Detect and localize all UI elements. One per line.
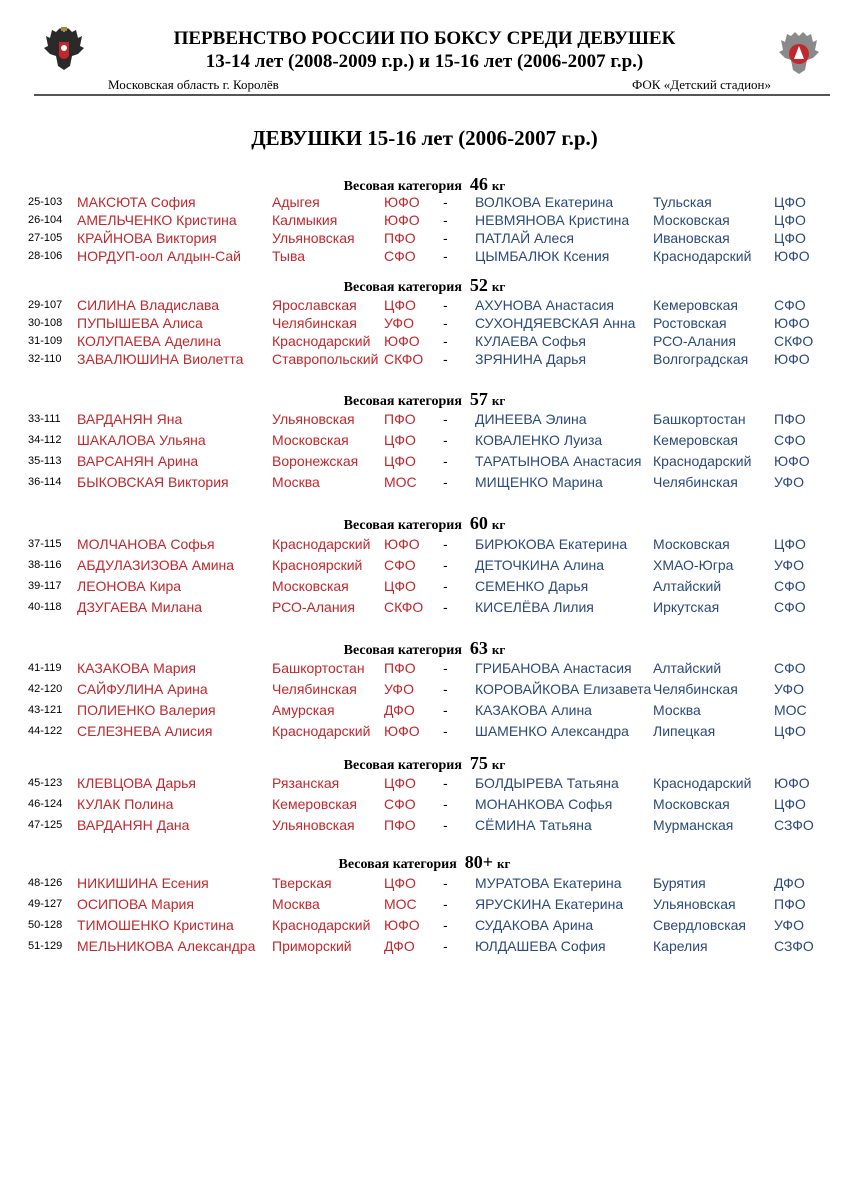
weight-category-value: 52 <box>469 275 488 295</box>
blue-corner-district: УФО <box>774 681 804 697</box>
red-corner-region: Краснодарский <box>272 333 371 349</box>
red-corner-district: ЮФО <box>384 723 420 739</box>
blue-corner-region: Москва <box>653 702 701 718</box>
versus-dash: - <box>443 351 448 367</box>
versus-dash: - <box>443 333 448 349</box>
bout-row <box>0 659 849 677</box>
blue-corner-name: КАЗАКОВА Алина <box>475 702 592 718</box>
red-corner-district: СФО <box>384 557 416 573</box>
bout-number: 27-105 <box>28 232 63 244</box>
blue-corner-name: КИСЕЛЁВА Лилия <box>475 599 594 615</box>
red-corner-region: РСО-Алания <box>272 599 355 615</box>
versus-dash: - <box>443 453 448 469</box>
bout-number: 26-104 <box>28 214 63 226</box>
versus-dash: - <box>443 230 448 246</box>
blue-corner-district: ЮФО <box>774 315 810 331</box>
bout-number: 25-103 <box>28 196 63 208</box>
red-corner-district: ЮФО <box>384 212 420 228</box>
versus-dash: - <box>443 723 448 739</box>
bout-row <box>0 247 849 265</box>
versus-dash: - <box>443 212 448 228</box>
blue-corner-region: Московская <box>653 796 730 812</box>
blue-corner-name: ЯРУСКИНА Екатерина <box>475 896 624 912</box>
blue-corner-district: ЦФО <box>774 536 806 552</box>
blue-corner-name: ШАМЕНКО Александра <box>475 723 629 739</box>
versus-dash: - <box>443 248 448 264</box>
blue-corner-district: УФО <box>774 917 804 933</box>
red-corner-district: ПФО <box>384 411 416 427</box>
blue-corner-region: ХМАО-Югра <box>653 557 734 573</box>
red-corner-district: ДФО <box>384 702 415 718</box>
weight-unit: кг <box>491 642 506 657</box>
red-corner-name: МОЛЧАНОВА Софья <box>77 536 215 552</box>
red-corner-region: Ульяновская <box>272 230 355 246</box>
bout-row <box>0 452 849 470</box>
weight-category-value: 63 <box>469 638 488 658</box>
bout-number: 29-107 <box>28 299 63 311</box>
blue-corner-region: Волгоградская <box>653 351 749 367</box>
bout-row <box>0 410 849 428</box>
blue-corner-region: Тульская <box>653 194 712 210</box>
red-corner-district: ДФО <box>384 938 415 954</box>
red-corner-region: Ставропольский <box>272 351 379 367</box>
bout-number: 33-111 <box>28 413 61 425</box>
versus-dash: - <box>443 194 448 210</box>
blue-corner-name: БОЛДЫРЕВА Татьяна <box>475 775 619 791</box>
red-corner-region: Калмыкия <box>272 212 338 228</box>
versus-dash: - <box>443 432 448 448</box>
blue-corner-region: Мурманская <box>653 817 734 833</box>
versus-dash: - <box>443 474 448 490</box>
weight-category-header <box>0 753 849 774</box>
red-corner-name: КРАЙНОВА Виктория <box>77 230 217 246</box>
bout-number: 50-128 <box>28 919 63 931</box>
bout-number: 40-118 <box>28 601 62 613</box>
weight-unit: кг <box>491 178 506 193</box>
blue-corner-region: Карелия <box>653 938 708 954</box>
blue-corner-region: Ростовская <box>653 315 727 331</box>
bout-number: 46-124 <box>28 798 63 810</box>
bout-number: 37-115 <box>28 538 62 550</box>
blue-corner-name: МОНАНКОВА Софья <box>475 796 613 812</box>
red-corner-name: МАКСЮТА София <box>77 194 196 210</box>
blue-corner-district: ЮФО <box>774 248 810 264</box>
blue-corner-district: ЦФО <box>774 796 806 812</box>
bout-row <box>0 350 849 368</box>
blue-corner-district: СЗФО <box>774 817 814 833</box>
weight-category-header <box>0 852 849 873</box>
red-corner-region: Москва <box>272 896 320 912</box>
weight-category-value: 46 <box>469 174 488 194</box>
blue-corner-name: ДИНЕЕВА Элина <box>475 411 587 427</box>
red-corner-name: ЗАВАЛЮШИНА Виолетта <box>77 351 244 367</box>
versus-dash: - <box>443 599 448 615</box>
blue-corner-name: СУДАКОВА Арина <box>475 917 594 933</box>
red-corner-district: ПФО <box>384 230 416 246</box>
weight-category-label: Весовая категория <box>343 758 462 773</box>
bout-number: 43-121 <box>28 704 63 716</box>
bout-number: 41-119 <box>28 662 62 674</box>
blue-corner-name: СУХОНДЯЕВСКАЯ Анна <box>475 315 636 331</box>
bout-row <box>0 431 849 449</box>
red-corner-district: ПФО <box>384 660 416 676</box>
bout-number: 49-127 <box>28 898 63 910</box>
bout-number: 28-106 <box>28 250 63 262</box>
bout-number: 32-110 <box>28 353 62 365</box>
red-corner-district: УФО <box>384 315 414 331</box>
blue-corner-region: Кемеровская <box>653 432 739 448</box>
weight-unit: кг <box>497 856 511 871</box>
red-corner-district: ЦФО <box>384 775 416 791</box>
bout-number: 42-120 <box>28 683 63 695</box>
bout-number: 51-129 <box>28 940 63 952</box>
red-corner-district: МОС <box>384 474 417 490</box>
blue-corner-region: РСО-Алания <box>653 333 736 349</box>
blue-corner-name: БИРЮКОВА Екатерина <box>475 536 628 552</box>
versus-dash: - <box>443 796 448 812</box>
bout-row <box>0 816 849 834</box>
blue-corner-name: СЕМЕНКО Дарья <box>475 578 589 594</box>
header-divider <box>34 94 830 96</box>
red-corner-region: Красноярский <box>272 557 363 573</box>
red-corner-name: СЕЛЕЗНЕВА Алисия <box>77 723 213 739</box>
red-corner-name: ШАКАЛОВА Ульяна <box>77 432 206 448</box>
weight-category-value: 57 <box>469 389 488 409</box>
blue-corner-region: Алтайский <box>653 578 722 594</box>
red-corner-district: МОС <box>384 896 417 912</box>
blue-corner-district: СФО <box>774 432 806 448</box>
blue-corner-region: Ивановская <box>653 230 730 246</box>
bout-number: 35-113 <box>28 455 62 467</box>
bout-row <box>0 229 849 247</box>
bout-number: 34-112 <box>28 434 62 446</box>
blue-corner-name: КОВАЛЕНКО Луиза <box>475 432 603 448</box>
versus-dash: - <box>443 557 448 573</box>
weight-category-value: 75 <box>469 753 488 773</box>
versus-dash: - <box>443 315 448 331</box>
red-corner-name: КОЛУПАЕВА Аделина <box>77 333 221 349</box>
versus-dash: - <box>443 578 448 594</box>
versus-dash: - <box>443 917 448 933</box>
blue-corner-name: КОРОВАЙКОВА Елизавета <box>475 681 652 697</box>
blue-corner-district: ЦФО <box>774 723 806 739</box>
red-corner-district: ЮФО <box>384 917 420 933</box>
red-corner-name: ВАРСАНЯН Арина <box>77 453 199 469</box>
red-corner-district: ЦФО <box>384 453 416 469</box>
blue-corner-district: СФО <box>774 578 806 594</box>
red-corner-name: ВАРДАНЯН Яна <box>77 411 183 427</box>
header-title-line1: ПЕРВЕНСТВО РОССИИ ПО БОКСУ СРЕДИ ДЕВУШЕК <box>173 28 676 49</box>
red-corner-name: КАЗАКОВА Мария <box>77 660 196 676</box>
blue-corner-district: ЦФО <box>774 194 806 210</box>
red-corner-district: ЮФО <box>384 536 420 552</box>
blue-corner-name: ВОЛКОВА Екатерина <box>475 194 614 210</box>
weight-category-header <box>0 389 849 410</box>
weight-category-label: Весовая категория <box>343 394 462 409</box>
weight-category-label: Весовая категория <box>343 280 462 295</box>
versus-dash: - <box>443 536 448 552</box>
blue-corner-district: ПФО <box>774 411 806 427</box>
bout-row <box>0 874 849 892</box>
bout-number: 38-116 <box>28 559 62 571</box>
blue-corner-district: МОС <box>774 702 807 718</box>
red-corner-district: ЦФО <box>384 432 416 448</box>
bout-row <box>0 556 849 574</box>
blue-corner-region: Московская <box>653 212 730 228</box>
bout-row <box>0 332 849 350</box>
bout-number: 47-125 <box>28 819 63 831</box>
red-corner-region: Воронежская <box>272 453 359 469</box>
red-corner-region: Ульяновская <box>272 817 355 833</box>
weight-category-header <box>0 513 849 534</box>
blue-corner-district: СКФО <box>774 333 814 349</box>
bout-row <box>0 916 849 934</box>
bout-row <box>0 680 849 698</box>
blue-corner-name: СЁМИНА Татьяна <box>475 817 592 833</box>
blue-corner-district: УФО <box>774 557 804 573</box>
red-corner-region: Московская <box>272 432 349 448</box>
red-corner-district: ЮФО <box>384 333 420 349</box>
blue-corner-district: ЦФО <box>774 212 806 228</box>
red-corner-region: Краснодарский <box>272 917 371 933</box>
red-corner-district: ЮФО <box>384 194 420 210</box>
versus-dash: - <box>443 775 448 791</box>
header-location: Московская область г. Королёв <box>108 77 279 92</box>
red-corner-region: Тыва <box>272 248 306 264</box>
bout-number: 44-122 <box>28 725 63 737</box>
red-corner-name: СИЛИНА Владислава <box>77 297 220 313</box>
blue-corner-name: МУРАТОВА Екатерина <box>475 875 622 891</box>
bout-number: 39-117 <box>28 580 62 592</box>
bout-row <box>0 296 849 314</box>
red-corner-name: МЕЛЬНИКОВА Александра <box>77 938 256 954</box>
bout-row <box>0 795 849 813</box>
bout-row <box>0 314 849 332</box>
blue-corner-region: Бурятия <box>653 875 706 891</box>
blue-corner-district: СФО <box>774 660 806 676</box>
red-corner-region: Челябинская <box>272 315 357 331</box>
red-corner-region: Приморский <box>272 938 352 954</box>
document-header <box>0 0 849 100</box>
red-corner-name: НИКИШИНА Есения <box>77 875 209 891</box>
blue-corner-district: УФО <box>774 474 804 490</box>
blue-corner-name: ГРИБАНОВА Анастасия <box>475 660 632 676</box>
bout-row <box>0 577 849 595</box>
blue-corner-region: Липецкая <box>653 723 716 739</box>
red-corner-region: Московская <box>272 578 349 594</box>
red-corner-region: Тверская <box>272 875 332 891</box>
red-corner-name: КУЛАК Полина <box>77 796 174 812</box>
weight-category-value: 80+ <box>464 852 494 872</box>
versus-dash: - <box>443 875 448 891</box>
weight-unit: кг <box>491 517 506 532</box>
red-corner-region: Кемеровская <box>272 796 358 812</box>
blue-corner-region: Краснодарский <box>653 775 752 791</box>
versus-dash: - <box>443 411 448 427</box>
bout-number: 36-114 <box>28 476 62 488</box>
red-corner-region: Амурская <box>272 702 335 718</box>
red-corner-district: ПФО <box>384 817 416 833</box>
red-corner-district: ЦФО <box>384 875 416 891</box>
red-corner-district: СКФО <box>384 351 424 367</box>
bout-row <box>0 774 849 792</box>
bout-row <box>0 193 849 211</box>
red-corner-district: ЦФО <box>384 297 416 313</box>
weight-unit: кг <box>491 393 506 408</box>
bout-row <box>0 722 849 740</box>
blue-corner-district: ЮФО <box>774 351 810 367</box>
red-corner-district: СФО <box>384 248 416 264</box>
red-corner-district: СФО <box>384 796 416 812</box>
red-corner-name: НОРДУП-оол Алдын-Сай <box>77 248 241 264</box>
blue-corner-region: Башкортостан <box>653 411 746 427</box>
red-corner-name: ПУПЫШЕВА Алиса <box>77 315 203 331</box>
red-corner-region: Челябинская <box>272 681 357 697</box>
weight-category-header <box>0 638 849 659</box>
bout-number: 30-108 <box>28 317 63 329</box>
bout-number: 31-109 <box>28 335 63 347</box>
blue-corner-district: СЗФО <box>774 938 814 954</box>
versus-dash: - <box>443 702 448 718</box>
blue-corner-name: ЗРЯНИНА Дарья <box>475 351 587 367</box>
blue-corner-district: СФО <box>774 599 806 615</box>
bout-row <box>0 895 849 913</box>
blue-corner-region: Краснодарский <box>653 248 752 264</box>
versus-dash: - <box>443 938 448 954</box>
weight-category-label: Весовая категория <box>343 179 462 194</box>
bout-row <box>0 473 849 491</box>
blue-corner-district: ЮФО <box>774 775 810 791</box>
red-corner-name: ВАРДАНЯН Дана <box>77 817 190 833</box>
blue-corner-district: СФО <box>774 297 806 313</box>
blue-corner-region: Алтайский <box>653 660 722 676</box>
weight-category-header <box>0 275 849 296</box>
bout-row <box>0 937 849 955</box>
red-corner-region: Адыгея <box>272 194 320 210</box>
red-corner-region: Ярославская <box>272 297 357 313</box>
red-corner-name: ТИМОШЕНКО Кристина <box>77 917 234 933</box>
weight-unit: кг <box>491 279 506 294</box>
page-title: ДЕВУШКИ 15-16 лет (2006-2007 г.р.) <box>251 126 598 150</box>
blue-corner-name: НЕВМЯНОВА Кристина <box>475 212 630 228</box>
weight-category-value: 60 <box>469 513 488 533</box>
blue-corner-name: КУЛАЕВА Софья <box>475 333 586 349</box>
blue-corner-name: ДЕТОЧКИНА Алина <box>475 557 605 573</box>
red-corner-district: ЦФО <box>384 578 416 594</box>
red-corner-name: ПОЛИЕНКО Валерия <box>77 702 216 718</box>
bout-number: 45-123 <box>28 777 63 789</box>
header-venue: ФОК «Детский стадион» <box>631 77 771 92</box>
blue-corner-district: ЮФО <box>774 453 810 469</box>
red-corner-name: САЙФУЛИНА Арина <box>77 681 208 697</box>
red-corner-region: Краснодарский <box>272 723 371 739</box>
blue-corner-district: ЦФО <box>774 230 806 246</box>
blue-corner-region: Челябинская <box>653 681 738 697</box>
weight-unit: кг <box>491 757 506 772</box>
weight-category-label: Весовая категория <box>343 643 462 658</box>
blue-corner-name: ПАТЛАЙ Алеся <box>475 230 574 246</box>
bout-row <box>0 598 849 616</box>
weight-category-label: Весовая категория <box>338 857 457 872</box>
red-corner-name: БЫКОВСКАЯ Виктория <box>77 474 229 490</box>
blue-corner-name: ЦЫМБАЛЮК Ксения <box>475 248 610 264</box>
blue-corner-region: Краснодарский <box>653 453 752 469</box>
versus-dash: - <box>443 297 448 313</box>
bout-row <box>0 535 849 553</box>
weight-category-label: Весовая категория <box>343 518 462 533</box>
red-corner-name: АМЕЛЬЧЕНКО Кристина <box>77 212 237 228</box>
red-corner-region: Ульяновская <box>272 411 355 427</box>
red-corner-name: ОСИПОВА Мария <box>77 896 194 912</box>
bout-row <box>0 211 849 229</box>
red-corner-name: ЛЕОНОВА Кира <box>77 578 182 594</box>
header-title-line2: 13-14 лет (2008-2009 г.р.) и 15-16 лет (2006-2007 г.р.) <box>205 51 644 72</box>
blue-corner-region: Ульяновская <box>653 896 736 912</box>
blue-corner-region: Московская <box>653 536 730 552</box>
versus-dash: - <box>443 681 448 697</box>
red-corner-region: Башкортостан <box>272 660 365 676</box>
blue-corner-district: ПФО <box>774 896 806 912</box>
versus-dash: - <box>443 817 448 833</box>
weight-category-header <box>0 174 849 195</box>
blue-corner-name: ЮЛДАШЕВА София <box>475 938 606 954</box>
versus-dash: - <box>443 660 448 676</box>
red-corner-region: Краснодарский <box>272 536 371 552</box>
red-corner-district: СКФО <box>384 599 424 615</box>
blue-corner-region: Свердловская <box>653 917 747 933</box>
red-corner-region: Москва <box>272 474 320 490</box>
blue-corner-name: ТАРАТЫНОВА Анастасия <box>475 453 642 469</box>
red-corner-name: АБДУЛАЗИЗОВА Амина <box>77 557 235 573</box>
blue-corner-region: Челябинская <box>653 474 738 490</box>
red-corner-name: КЛЕВЦОВА Дарья <box>77 775 196 791</box>
bout-number: 48-126 <box>28 877 63 889</box>
red-corner-region: Рязанская <box>272 775 340 791</box>
blue-corner-region: Иркутская <box>653 599 720 615</box>
blue-corner-name: МИЩЕНКО Марина <box>475 474 603 490</box>
blue-corner-name: АХУНОВА Анастасия <box>475 297 614 313</box>
blue-corner-district: ДФО <box>774 875 805 891</box>
blue-corner-region: Кемеровская <box>653 297 739 313</box>
versus-dash: - <box>443 896 448 912</box>
red-corner-district: УФО <box>384 681 414 697</box>
red-corner-name: ДЗУГАЕВА Милана <box>77 599 203 615</box>
bout-row <box>0 701 849 719</box>
